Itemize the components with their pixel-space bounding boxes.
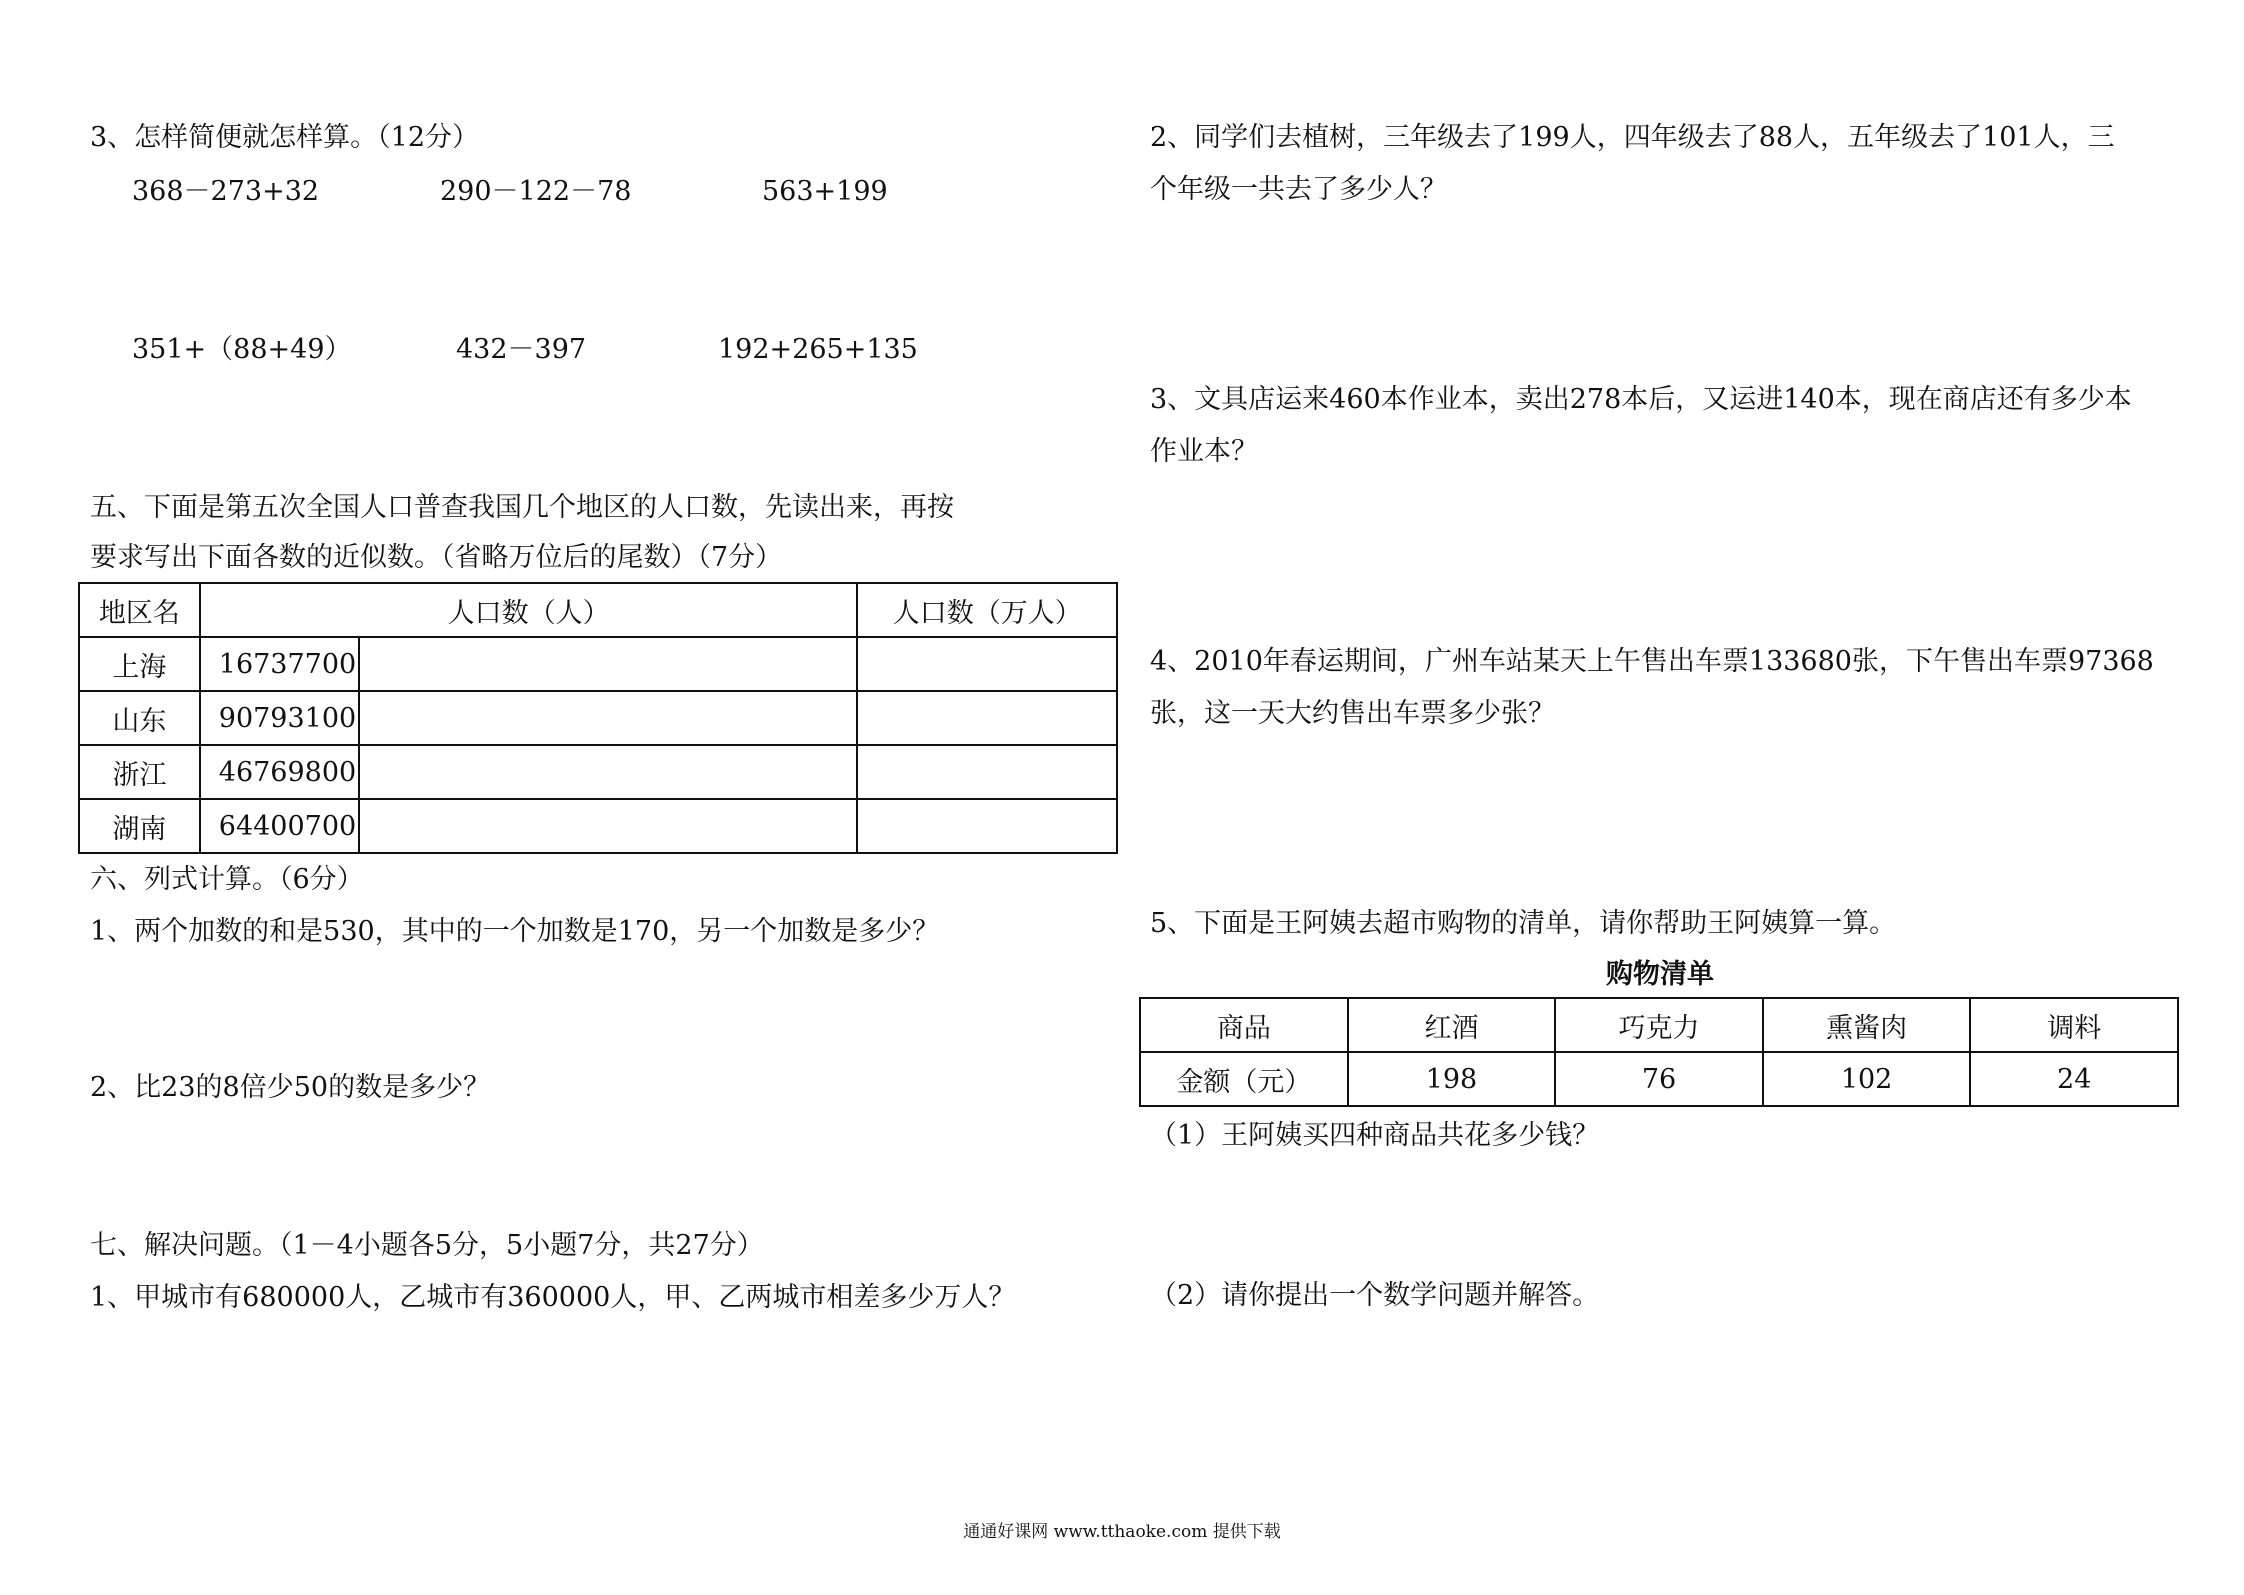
q6-problem-2: 2、比23的8倍少50的数是多少？ <box>90 1072 491 1103</box>
reading-answer-cell[interactable] <box>359 799 858 853</box>
header-population-wan: 人口数（万人） <box>857 583 1117 637</box>
approx-answer-cell[interactable] <box>857 691 1117 745</box>
table-row <box>79 691 1117 745</box>
item-header: 商品 <box>1140 998 1348 1052</box>
population-table <box>78 582 1118 854</box>
r-problem-5-q2: （2）请你提出一个数学问题并解答。 <box>1150 1280 1600 1311</box>
q7-problem-1: 1、甲城市有680000人，乙城市有360000人，甲、乙两城市相差多少万人？ <box>90 1282 1016 1313</box>
calc-1: 368－273+32 <box>132 176 320 207</box>
count-cell: 16737700 <box>200 637 359 691</box>
q6-title: 六、列式计算。（6分） <box>90 864 364 895</box>
approx-answer-cell[interactable] <box>857 799 1117 853</box>
q5-line2: 要求写出下面各数的近似数。（省略万位后的尾数）（7分） <box>90 542 783 573</box>
item-chocolate: 巧克力 <box>1555 998 1763 1052</box>
table-row <box>1140 998 2178 1052</box>
table-row <box>79 745 1117 799</box>
calc-6: 192+265+135 <box>718 334 918 365</box>
region-cell: 湖南 <box>79 799 200 853</box>
shopping-list-title: 购物清单 <box>1606 959 1714 990</box>
approx-answer-cell[interactable] <box>857 637 1117 691</box>
count-cell: 90793100 <box>200 691 359 745</box>
shopping-table <box>1139 997 2179 1107</box>
approx-answer-cell[interactable] <box>857 745 1117 799</box>
reading-answer-cell[interactable] <box>359 691 858 745</box>
amount-wine: 198 <box>1348 1052 1556 1106</box>
header-region: 地区名 <box>79 583 200 637</box>
amount-chocolate: 76 <box>1555 1052 1763 1106</box>
header-population: 人口数（人） <box>200 583 858 637</box>
q6-problem-1: 1、两个加数的和是530，其中的一个加数是170，另一个加数是多少？ <box>90 916 940 947</box>
r-problem-4-line2: 张，这一天大约售出车票多少张？ <box>1150 698 1555 729</box>
region-cell: 山东 <box>79 691 200 745</box>
reading-answer-cell[interactable] <box>359 745 858 799</box>
r-problem-3-line2: 作业本？ <box>1150 436 1258 467</box>
table-row <box>1140 1052 2178 1106</box>
footer: 通通好课网 www.tthaoke.com 提供下载 <box>963 1522 1281 1542</box>
r-problem-5-q1: （1）王阿姨买四种商品共花多少钱？ <box>1150 1120 1600 1151</box>
reading-answer-cell[interactable] <box>359 637 858 691</box>
r-problem-4-line1: 4、2010年春运期间，广州车站某天上午售出车票133680张，下午售出车票97368 <box>1150 646 2154 677</box>
count-cell: 64400700 <box>200 799 359 853</box>
item-wine: 红酒 <box>1348 998 1556 1052</box>
amount-smoked-meat: 102 <box>1763 1052 1971 1106</box>
calc-4: 351+（88+49） <box>132 334 352 365</box>
calc-2: 290－122－78 <box>440 176 632 207</box>
q5-line1: 五、下面是第五次全国人口普查我国几个地区的人口数，先读出来，再按 <box>90 492 954 523</box>
r-problem-3-line1: 3、文具店运来460本作业本，卖出278本后，又运进140本，现在商店还有多少本 <box>1150 384 2132 415</box>
region-cell: 上海 <box>79 637 200 691</box>
table-row <box>79 799 1117 853</box>
calc-3: 563+199 <box>762 176 888 207</box>
r-problem-2-line1: 2、同学们去植树，三年级去了199人，四年级去了88人，五年级去了101人，三 <box>1150 122 2115 153</box>
calc-5: 432－397 <box>456 334 587 365</box>
q7-title: 七、解决问题。（1－4小题各5分，5小题7分，共27分） <box>90 1230 764 1261</box>
r-problem-2-line2: 个年级一共去了多少人？ <box>1150 174 1447 205</box>
item-seasoning: 调料 <box>1970 998 2178 1052</box>
count-cell: 46769800 <box>200 745 359 799</box>
amount-header: 金额（元） <box>1140 1052 1348 1106</box>
region-cell: 浙江 <box>79 745 200 799</box>
r-problem-5-line1: 5、下面是王阿姨去超市购物的清单，请你帮助王阿姨算一算。 <box>1150 908 1897 939</box>
q3-title: 3、怎样简便就怎样算。（12分） <box>90 122 480 153</box>
item-smoked-meat: 熏酱肉 <box>1763 998 1971 1052</box>
table-row <box>79 637 1117 691</box>
amount-seasoning: 24 <box>1970 1052 2178 1106</box>
